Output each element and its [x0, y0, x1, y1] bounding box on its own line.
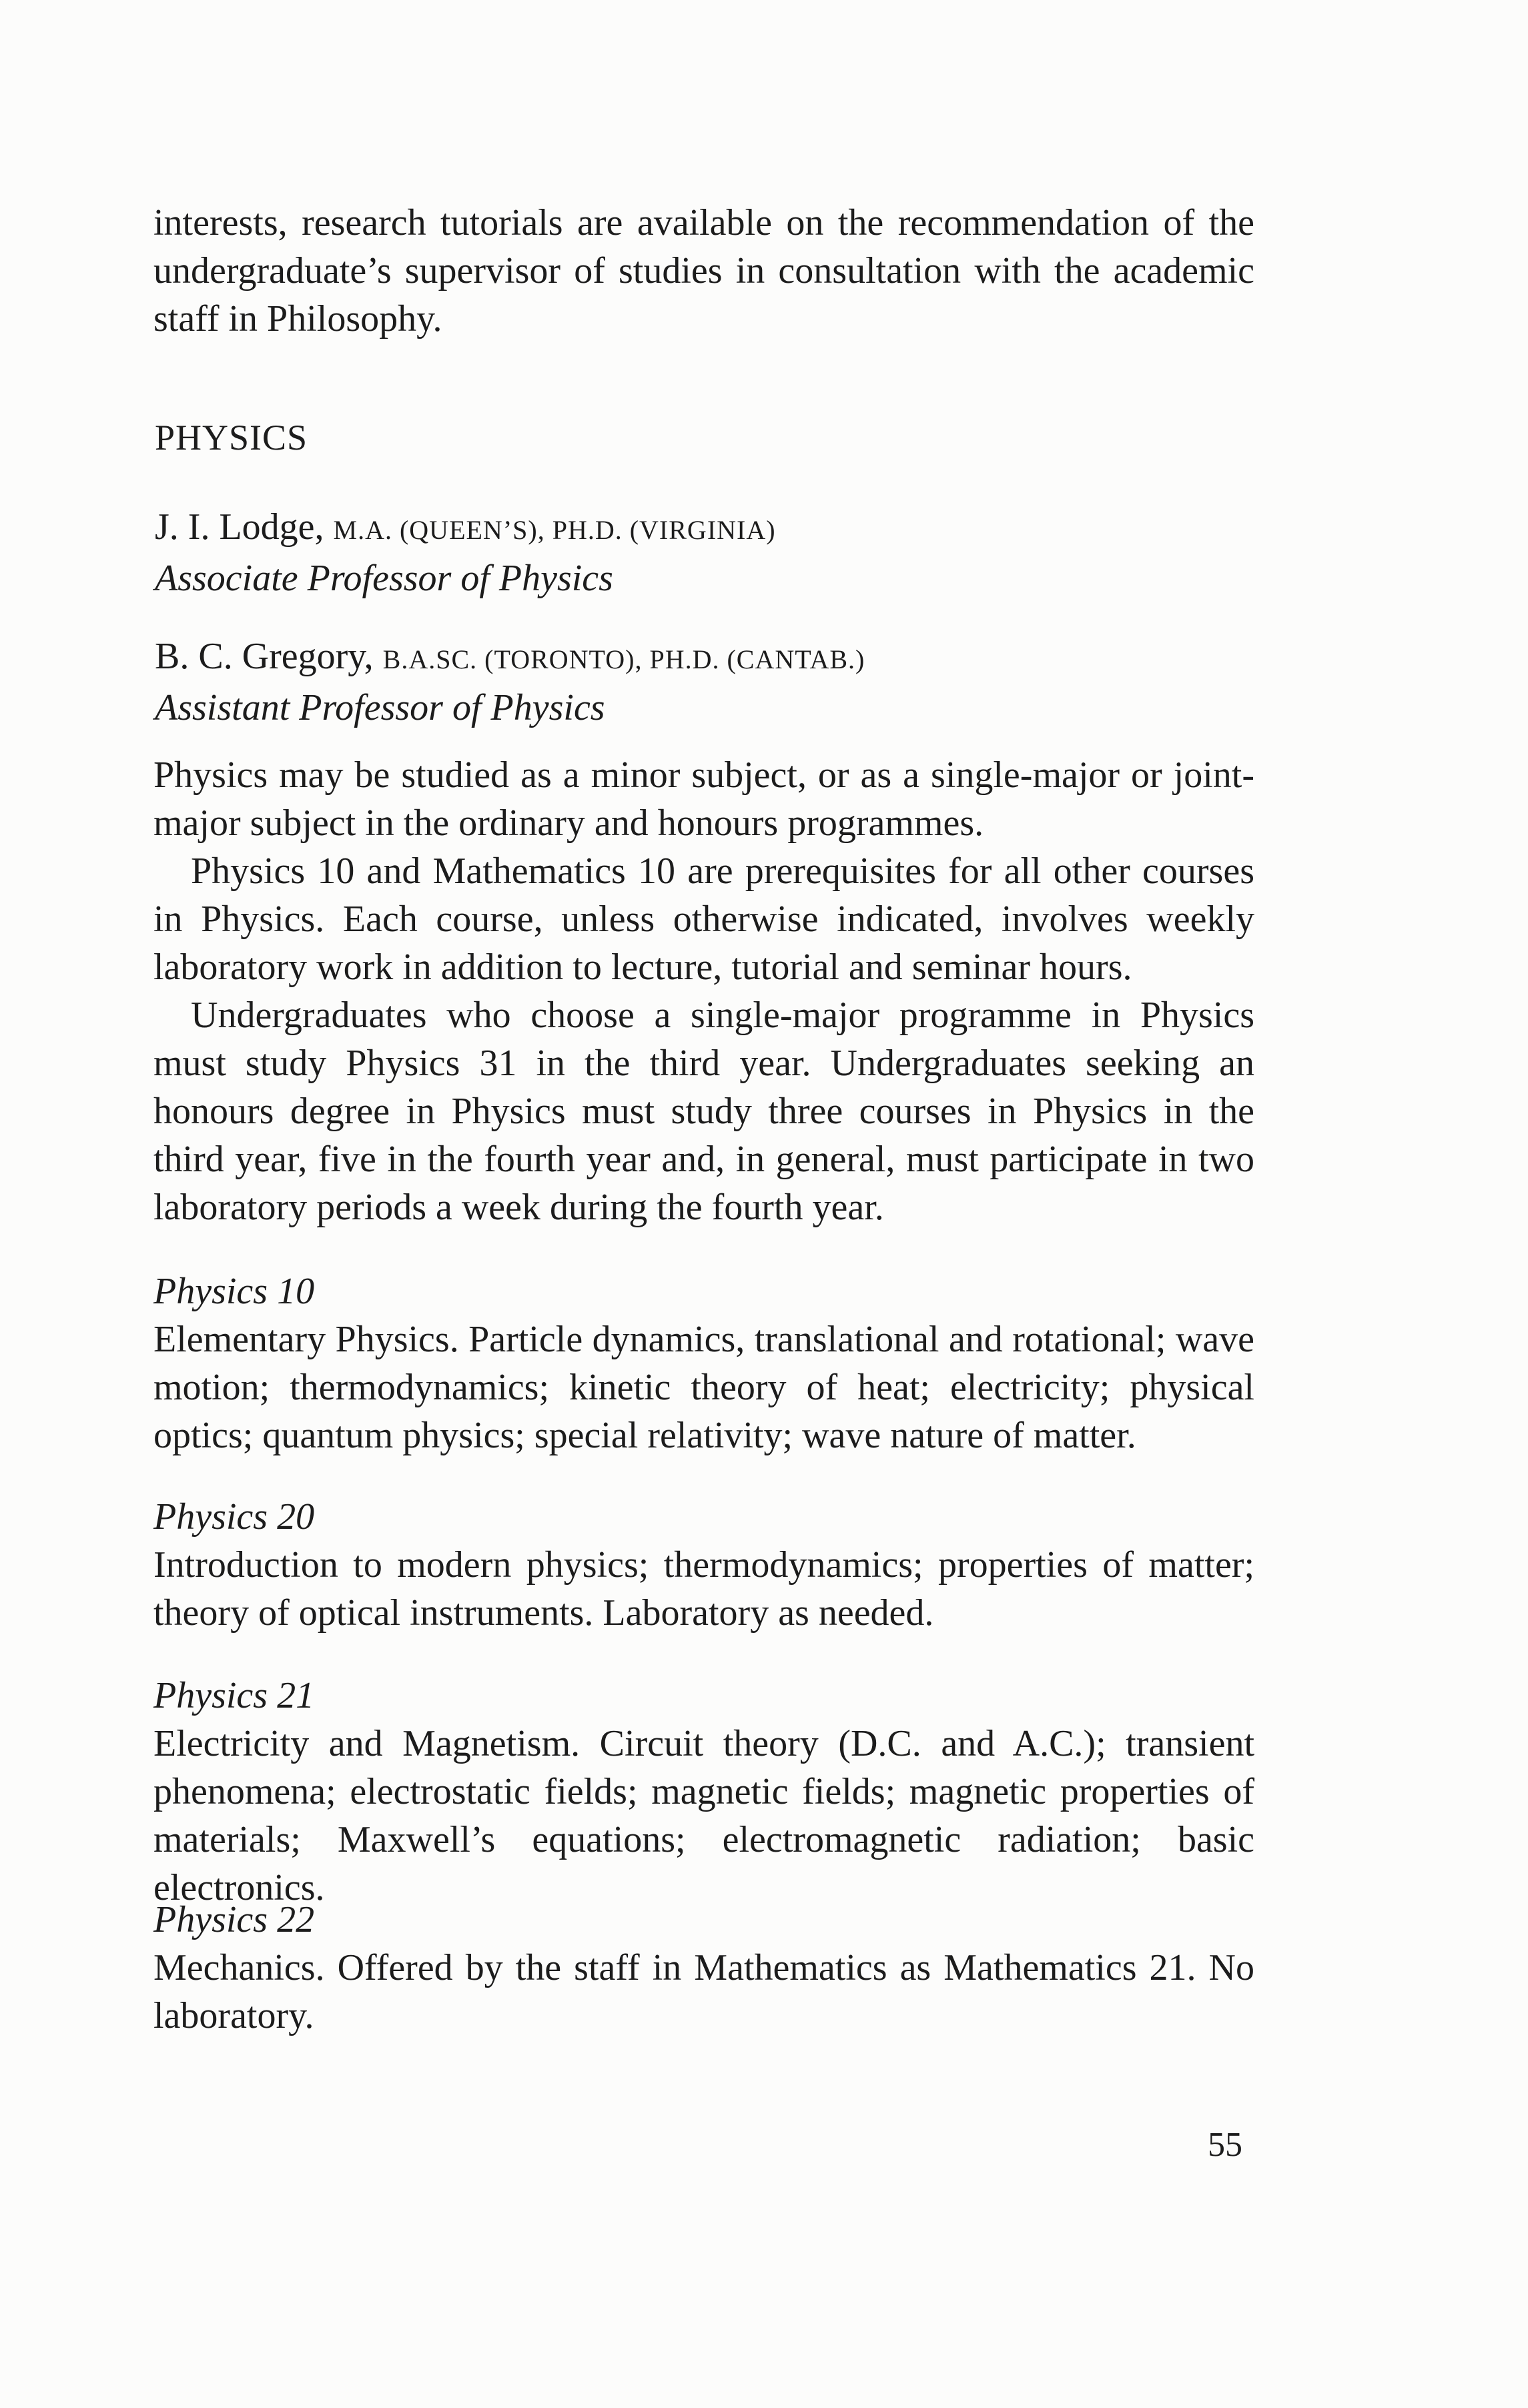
intro-paragraph: interests, research tutorials are available on the recommendation of the undergraduate’s supervisor of studies in consultation with the academic staff in Philosophy.	[153, 202, 1254, 340]
course-title: Physics 21	[153, 1675, 315, 1716]
faculty-name-line	[155, 632, 1249, 684]
course-entry	[153, 1672, 1254, 1912]
body-paragraph: Physics 10 and Mathematics 10 are prerequisites for all other courses in Physics. Each course, unless otherwise indicated, involves weekly laboratory work in addition to lecture, tutorial and seminar hours.	[153, 850, 1254, 988]
course-entry	[153, 1267, 1254, 1459]
course-description: Electricity and Magnetism. Circuit theory (D.C. and A.C.); transient phenomena; electrostatic fields; magnetic fields; magnetic properties of materials; Maxwell’s equations; electromagnetic radiation; basic electronics.	[153, 1723, 1254, 1908]
course-title: Physics 22	[153, 1899, 315, 1940]
course-entry	[153, 1493, 1254, 1637]
section-heading: PHYSICS	[155, 418, 308, 458]
course-title: Physics 20	[153, 1496, 315, 1538]
faculty-degrees: B.A.SC. (TORONTO), PH.D. (CANTAB.)	[382, 644, 865, 674]
course-description: Introduction to modern physics; thermodynamics; properties of matter; theory of optical instruments. Laboratory as needed.	[153, 1544, 1254, 1634]
faculty-name: B. C. Gregory,	[155, 636, 374, 677]
course-title: Physics 10	[153, 1271, 315, 1312]
intro-paragraph-block	[153, 199, 1254, 343]
course-description: Elementary Physics. Particle dynamics, translational and rotational; wave motion; thermodynamics; kinetic theory of heat; electricity; physical optics; quantum physics; special relativity; wave nature of matter.	[153, 1319, 1254, 1456]
faculty-entry-lodge	[155, 503, 1249, 602]
faculty-title: Associate Professor of Physics	[155, 558, 613, 599]
faculty-entry-gregory	[155, 632, 1249, 732]
faculty-name: J. I. Lodge,	[155, 506, 324, 548]
faculty-name-line	[155, 503, 1249, 554]
faculty-title: Assistant Professor of Physics	[155, 687, 605, 728]
faculty-degrees: M.A. (QUEEN’S), PH.D. (VIRGINIA)	[333, 515, 776, 545]
programme-description	[153, 751, 1254, 1231]
body-paragraph: Undergraduates who choose a single-major programme in Physics must study Physics 31 in the third year. Undergraduates seeking an honours degree in Physics must study three courses in Physics in the third year, five in the fourth year and, in general, must participate in two laboratory periods a week during the fourth year.	[153, 995, 1254, 1228]
page-number: 55	[1208, 2126, 1242, 2164]
course-description: Mechanics. Offered by the staff in Mathematics as Mathematics 21. No laboratory.	[153, 1947, 1254, 2036]
body-paragraph: Physics may be studied as a minor subject, or as a single-major or joint-major subject in the ordinary and honours programmes.	[153, 754, 1254, 844]
course-entry	[153, 1896, 1254, 2040]
